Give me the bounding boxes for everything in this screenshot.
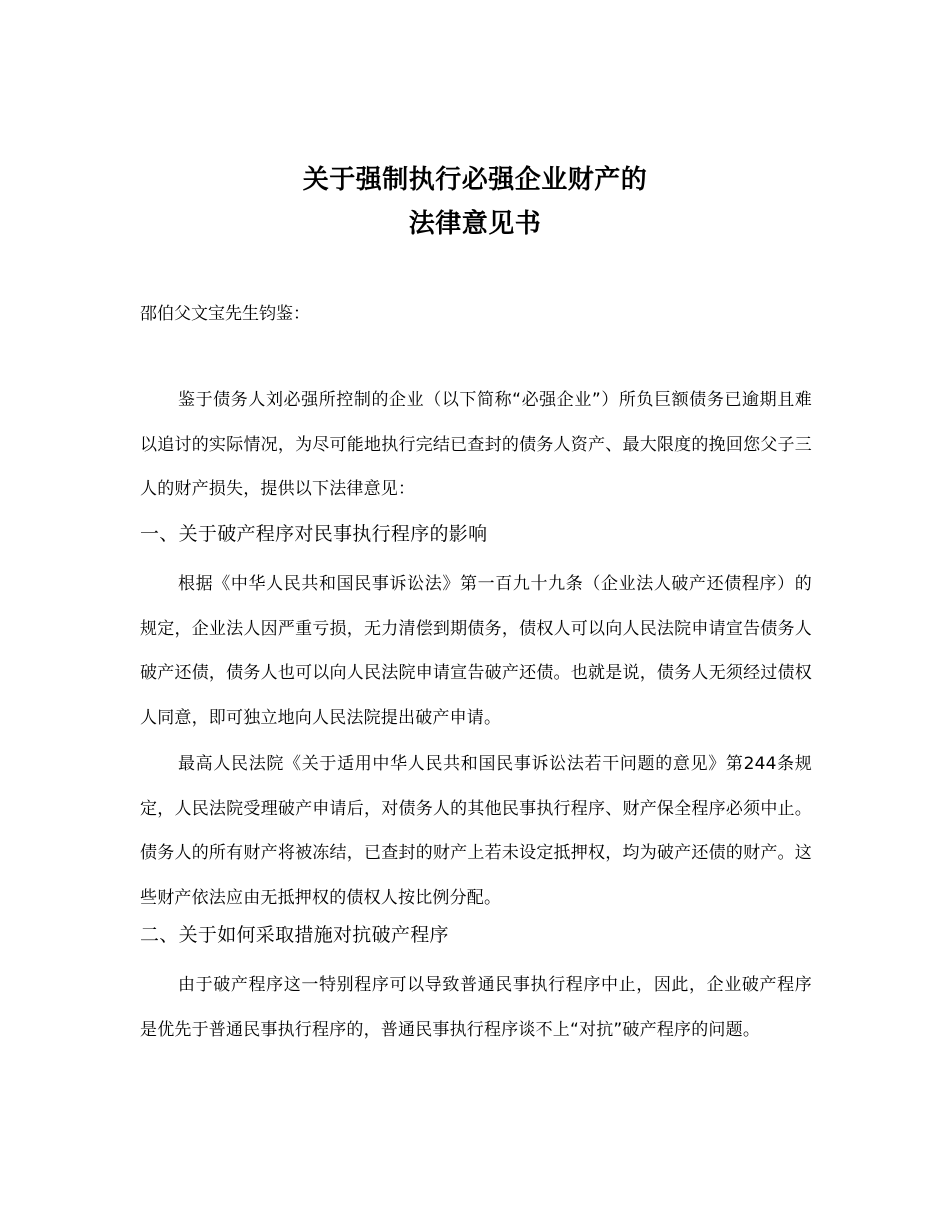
document-title-line-2: 法律意见书 xyxy=(408,209,542,239)
section-2-paragraph-1: 由于破产程序这一特别程序可以导致普通民事执行程序中止，因此，企业破产程序是优先于普通民事执行程序的，普通民事执行程序谈不上“对抗”破产程序的问题。 xyxy=(140,975,812,1040)
section-1-paragraph-1: 根据《中华人民共和国民事诉讼法》第一百九十九条（企业法人破产还债程序）的规定，企业法人因严重亏损，无力清偿到期债务，债权人可以向人民法院申请宣告债务人破产还债，债务人也可以向人民法院申请宣告破产还债。也就是说，债务人无须经过债权人同意，即可独立地向人民法院提出破产申请。 xyxy=(140,574,812,729)
section-1-paragraph-2: 最高人民法院《关于适用中华人民共和国民事诉讼法若干问题的意见》第244条规定，人民法院受理破产申请后，对债务人的其他民事执行程序、财产保全程序必须中止。债务人的所有财产将被冻结，已查封的财产上若未设定抵押权，均为破产还债的财产。这些财产依法应由无抵押权的债权人按比例分配。 xyxy=(140,754,812,909)
salutation: 邵伯父文宝先生钧鉴： xyxy=(140,304,310,324)
section-1-heading: 一、关于破产程序对民事执行程序的影响 xyxy=(140,523,488,545)
document-title-line-1: 关于强制执行必强企业财产的 xyxy=(302,165,648,195)
intro-paragraph: 鉴于债务人刘必强所控制的企业（以下简称“必强企业”）所负巨额债务已逾期且难以追讨的实际情况，为尽可能地执行完结已查封的债务人资产、最大限度的挽回您父子三人的财产损失，提供以下法律意见： xyxy=(140,390,812,500)
section-2-heading: 二、关于如何采取措施对抗破产程序 xyxy=(140,924,449,946)
